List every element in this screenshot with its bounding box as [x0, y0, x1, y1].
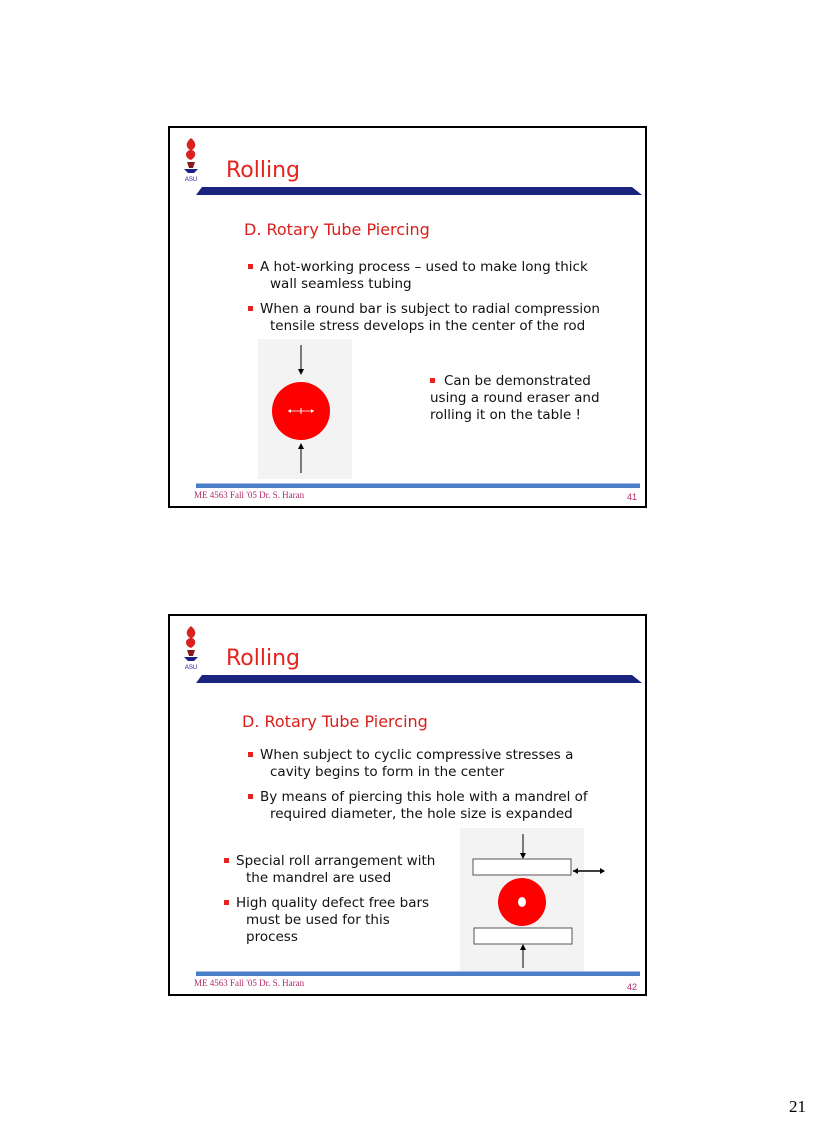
center-cavity	[518, 897, 526, 907]
bullet-line: process	[246, 929, 298, 945]
side-note	[430, 373, 600, 424]
slide-subtitle: D. Rotary Tube Piercing	[242, 712, 428, 731]
slide-number: 41	[626, 492, 637, 502]
bullet-marker	[224, 858, 229, 863]
bullet-line: wall seamless tubing	[270, 276, 412, 292]
radial-compression-diagram	[258, 339, 352, 479]
bullet-marker	[248, 794, 253, 799]
bullet-marker	[248, 264, 253, 269]
bullet-line: must be used for this	[246, 912, 390, 928]
bullet-item	[248, 789, 588, 823]
side-note-line: Can be demonstrated	[444, 373, 591, 389]
bullet-marker	[224, 900, 229, 905]
footer-bar	[196, 483, 640, 488]
slide-41	[168, 126, 647, 508]
asu-torch-logo	[178, 624, 204, 670]
bullet-line: cavity begins to form in the center	[270, 764, 505, 780]
bullet-line: the mandrel are used	[246, 870, 392, 886]
slide-42	[168, 614, 647, 996]
svg-text:ASU: ASU	[184, 665, 198, 670]
title-underline-bar	[196, 675, 642, 683]
svg-text:ASU: ASU	[184, 177, 198, 182]
bullet-line: A hot-working process – used to make long thick	[260, 259, 588, 275]
bullet-line: When subject to cyclic compressive stresses a	[260, 747, 574, 763]
bullet-item	[248, 747, 573, 781]
footer-bar	[196, 971, 640, 976]
mandrel-piercing-diagram	[460, 828, 608, 974]
side-bullet-item	[224, 853, 435, 887]
bullet-line: Special roll arrangement with	[236, 853, 436, 869]
top-roll	[473, 859, 571, 875]
title-underline-bar	[196, 187, 642, 195]
slide-number: 42	[626, 982, 637, 992]
bullet-marker	[248, 306, 253, 311]
page-number: 21	[789, 1097, 806, 1116]
side-bullet-item	[224, 895, 429, 946]
bullet-item	[248, 259, 588, 293]
side-note-line: rolling it on the table !	[430, 407, 581, 423]
bullet-line: High quality defect free bars	[236, 895, 430, 911]
bullet-marker	[248, 752, 253, 757]
bullet-line: required diameter, the hole size is expanded	[270, 806, 573, 822]
slide-subtitle: D. Rotary Tube Piercing	[244, 220, 430, 239]
slide-footer: ME 4563 Fall '05 Dr. S. Haran	[194, 978, 305, 988]
slide-title: Rolling	[226, 646, 301, 671]
bullet-line: tensile stress develops in the center of the rod	[270, 318, 586, 334]
bottom-roll	[474, 928, 572, 944]
asu-torch-logo	[178, 136, 204, 182]
bullet-line: By means of piercing this hole with a mandrel of	[260, 789, 588, 805]
bullet-item	[248, 301, 600, 335]
slide-footer: ME 4563 Fall '05 Dr. S. Haran	[194, 490, 305, 500]
mandrel-arrow-head-right	[600, 868, 605, 874]
bullet-marker	[430, 378, 435, 383]
slide-title: Rolling	[226, 158, 301, 183]
bullet-line: When a round bar is subject to radial compression	[260, 301, 600, 317]
side-note-line: using a round eraser and	[430, 390, 600, 406]
